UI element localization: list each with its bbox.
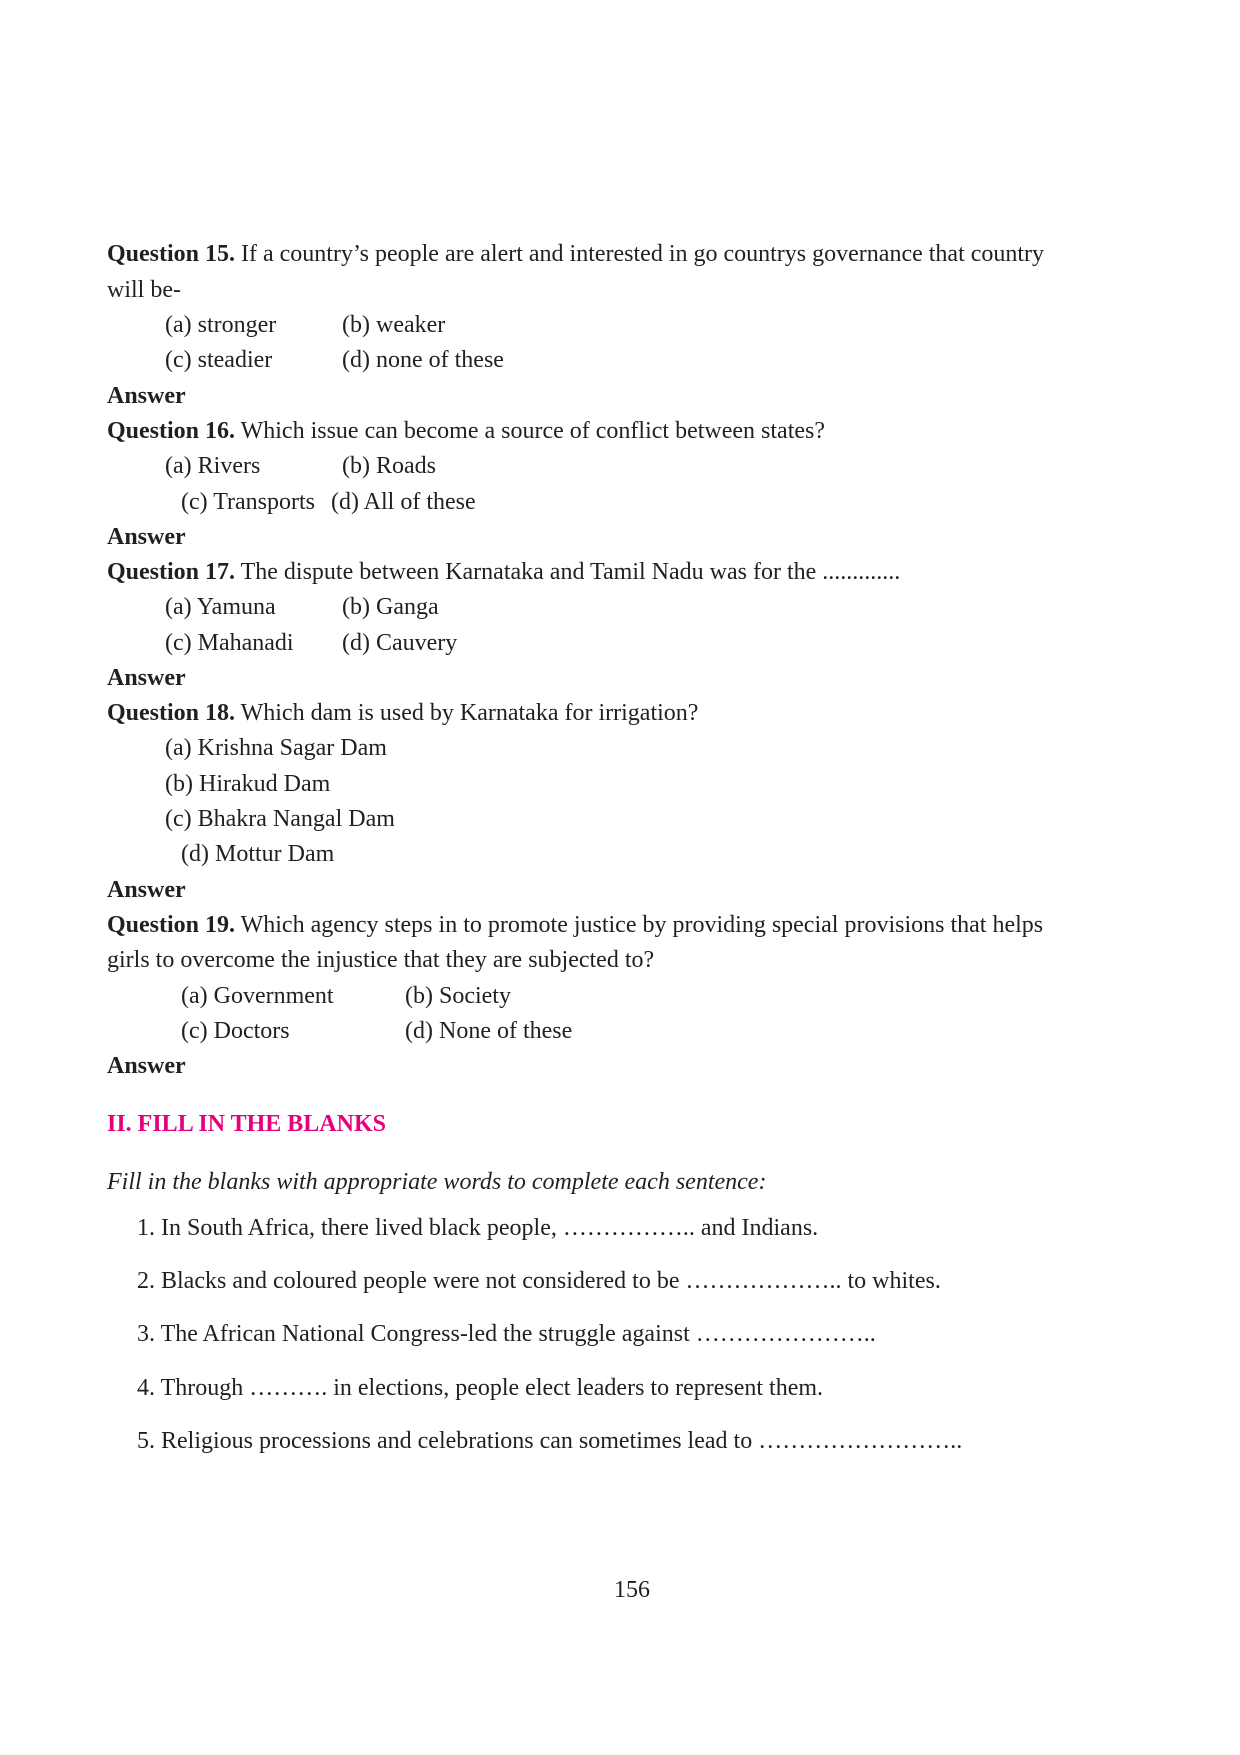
- q16-answer-label: Answer: [107, 524, 186, 550]
- question-18-label: Question 18.: [107, 700, 236, 726]
- question-19-label: Question 19.: [107, 912, 236, 938]
- question-19-line1: [107, 911, 1043, 939]
- fill-blank-item-3: 3. The African National Congress-led the struggle against …………………..: [137, 1321, 876, 1347]
- q16-option-a: (a) Rivers: [165, 453, 261, 479]
- q19-option-d: (d) None of these: [405, 1018, 573, 1044]
- q17-option-b: (b) Ganga: [342, 594, 439, 620]
- q17-answer-label: Answer: [107, 665, 186, 691]
- question-15-line2: will be-: [107, 277, 181, 303]
- question-17-label: Question 17.: [107, 559, 236, 585]
- question-19-line2: girls to overcome the injustice that they are subjected to?: [107, 947, 655, 973]
- q16-option-c: (c) Transports: [181, 489, 316, 515]
- fill-blank-item-5: 5. Religious processions and celebrations can sometimes lead to ……………………..: [137, 1428, 963, 1454]
- question-15-text: If a country’s people are alert and interested in go countrys governance that country: [241, 241, 1045, 267]
- q18-option-c: (c) Bhakra Nangal Dam: [165, 806, 395, 832]
- q19-option-c: (c) Doctors: [181, 1018, 290, 1044]
- q15-option-b: (b) weaker: [342, 312, 446, 338]
- fill-blank-item-2: 2. Blacks and coloured people were not considered to be ……………….. to whites.: [137, 1268, 941, 1294]
- q17-option-c: (c) Mahanadi: [165, 630, 294, 656]
- section-heading: II. FILL IN THE BLANKS: [107, 1111, 386, 1137]
- question-15-label: Question 15.: [107, 241, 236, 267]
- q17-option-a: (a) Yamuna: [165, 594, 276, 620]
- q19-option-b: (b) Society: [405, 983, 511, 1009]
- q18-option-d: (d) Mottur Dam: [181, 841, 335, 867]
- page-number: 156: [614, 1577, 650, 1603]
- fill-blank-item-1: 1. In South Africa, there lived black people, …………….. and Indians.: [137, 1215, 819, 1241]
- question-16-label: Question 16.: [107, 418, 236, 444]
- q15-option-c: (c) steadier: [165, 347, 273, 373]
- q18-option-b: (b) Hirakud Dam: [165, 771, 331, 797]
- q15-answer-label: Answer: [107, 383, 186, 409]
- question-18-line1: [107, 699, 698, 727]
- q19-answer-label: Answer: [107, 1053, 186, 1079]
- q15-option-d: (d) none of these: [342, 347, 504, 373]
- question-17-line1: [107, 558, 900, 586]
- question-19-text: Which agency steps in to promote justice by providing special provisions that helps: [240, 912, 1044, 938]
- question-16-text: Which issue can become a source of conflict between states?: [240, 418, 826, 444]
- q18-answer-label: Answer: [107, 877, 186, 903]
- q15-option-a: (a) stronger: [165, 312, 277, 338]
- fill-blank-item-4: 4. Through ………. in elections, people elect leaders to represent them.: [137, 1375, 824, 1401]
- q17-option-d: (d) Cauvery: [342, 630, 458, 656]
- question-16-line1: [107, 417, 825, 445]
- question-15-line1: [107, 240, 1044, 268]
- q16-option-d: (d) All of these: [331, 489, 476, 515]
- q19-option-a: (a) Government: [181, 983, 334, 1009]
- question-18-text: Which dam is used by Karnataka for irrigation?: [240, 700, 699, 726]
- q18-option-a: (a) Krishna Sagar Dam: [165, 735, 387, 761]
- question-17-text: The dispute between Karnataka and Tamil Nadu was for the .............: [240, 559, 901, 585]
- q16-option-b: (b) Roads: [342, 453, 436, 479]
- section-instruction: Fill in the blanks with appropriate words to complete each sentence:: [107, 1169, 767, 1195]
